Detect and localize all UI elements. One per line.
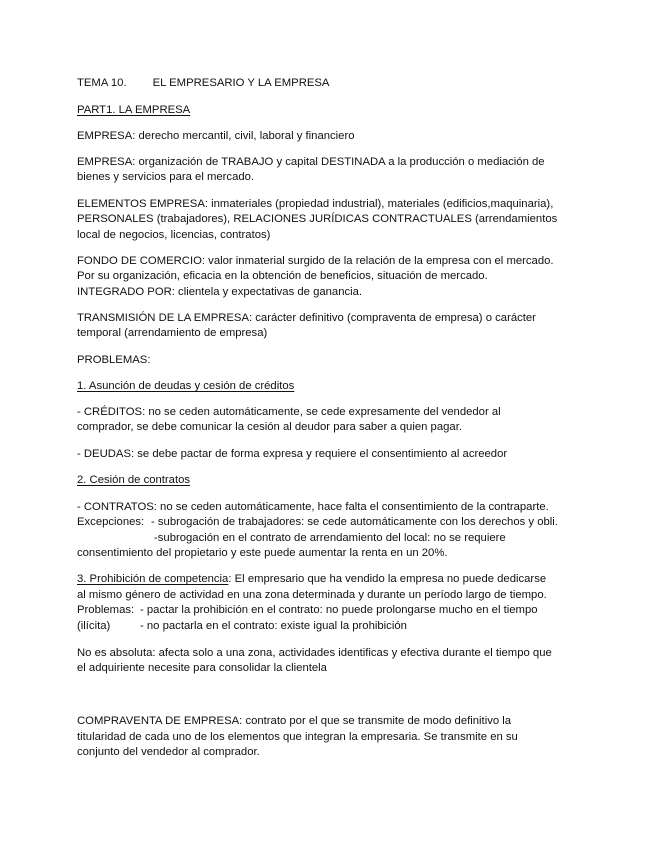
heading-prohibicion-competencia: 3. Prohibición de competencia [77, 573, 229, 585]
problemas-item-1: - pactar la prohibición en el contrato: no puede prolongarse mucho en el tiempo [140, 604, 538, 616]
paragraph-prohibicion-line-4 [77, 619, 407, 634]
paragraph-prohibicion-line-3 [77, 603, 538, 618]
title-text: EL EMPRESARIO Y LA EMPRESA [152, 77, 330, 89]
paragraph-elementos-line-2: PERSONALES (trabajadores), RELACIONES JURÍDICAS CONTRACTUALES (arrendamientos [77, 213, 558, 225]
part-heading: PART1. LA EMPRESA [77, 104, 191, 116]
paragraph-transmision-line-1: TRANSMISIÓN DE LA EMPRESA: carácter definitivo (compraventa de empresa) o carácter [77, 312, 536, 324]
paragraph-creditos-line-1: - CRÉDITOS: no se ceden automáticamente, se cede expresamente del vendedor al [77, 406, 501, 418]
paragraph-compraventa-line-3: conjunto del vendedor al comprador. [77, 746, 260, 758]
paragraph-problemas: PROBLEMAS: [77, 354, 151, 366]
paragraph-prohibicion-line-2: al mismo género de actividad en una zona determinada y durante un período largo de tiempo. [77, 589, 547, 601]
paragraph-creditos-line-2: comprador, se debe comunicar la cesión al deudor para saber a quien pagar. [77, 421, 462, 433]
paragraph-contratos-line-4: consentimiento del propietario y este puede aumentar la renta en un 20%. [77, 547, 448, 559]
excepciones-item-1: - subrogación de trabajadores: se cede automáticamente con los derechos y obli. [151, 516, 558, 528]
paragraph-empresa-derecho: EMPRESA: derecho mercantil, civil, laboral y financiero [77, 130, 355, 142]
paragraph-fondo-line-2: Por su organización, eficacia en la obtención de beneficios, situación de mercado. [77, 270, 488, 282]
title-number: TEMA 10. [77, 77, 127, 89]
paragraph-elementos-line-3: local de negocios, licencias, contratos) [77, 229, 271, 241]
document-title [77, 76, 329, 91]
paragraph-contratos-line-2 [77, 515, 558, 530]
prohibicion-text: : El empresario que ha vendido la empresa no puede dedicarse [228, 573, 547, 585]
heading-asuncion-deudas: 1. Asunción de deudas y cesión de créditos [77, 380, 295, 392]
paragraph-fondo-line-1: FONDO DE COMERCIO: valor inmaterial surgido de la relación de la empresa con el mercado. [77, 255, 554, 267]
paragraph-no-absoluta-line-2: el adquiriente necesite para consolidar la clientela [77, 662, 327, 674]
problemas-label: Problemas: [77, 604, 135, 616]
excepciones-label: Excepciones: [77, 516, 145, 528]
paragraph-empresa-organizacion-line-1: EMPRESA: organización de TRABAJO y capital DESTINADA a la producción o mediación de [77, 156, 545, 168]
paragraph-prohibicion-line-1 [77, 572, 546, 587]
paragraph-compraventa-line-2: titularidad de cada uno de los elementos que integran la empresaria. Se transmite en su [77, 731, 518, 743]
paragraph-elementos-line-1: ELEMENTOS EMPRESA: inmateriales (propiedad industrial), materiales (edificios,maquinaria), [77, 198, 554, 210]
ilicita-label: (ilícita) [77, 620, 111, 632]
problemas-item-2: - no pactarla en el contrato: existe igual la prohibición [140, 620, 407, 632]
paragraph-empresa-organizacion-line-2: bienes y servicios para el mercado. [77, 171, 255, 183]
heading-cesion-contratos: 2. Cesión de contratos [77, 474, 191, 486]
paragraph-compraventa-line-1: COMPRAVENTA DE EMPRESA: contrato por el que se transmite de modo definitivo la [77, 715, 512, 727]
paragraph-no-absoluta-line-1: No es absoluta: afecta solo a una zona, actividades identificas y efectiva durante el tiempo que [77, 647, 552, 659]
paragraph-transmision-line-2: temporal (arrendamiento de empresa) [77, 327, 268, 339]
excepciones-item-2: -subrogación en el contrato de arrendamiento del local: no se requiere [154, 532, 506, 544]
paragraph-deudas: - DEUDAS: se debe pactar de forma expresa y requiere el consentimiento al acreedor [77, 448, 508, 460]
paragraph-fondo-line-3: INTEGRADO POR: clientela y expectativas de ganancia. [77, 286, 363, 298]
paragraph-contratos-line-1: - CONTRATOS: no se ceden automáticamente, hace falta el consentimiento de la contraparte. [77, 501, 549, 513]
